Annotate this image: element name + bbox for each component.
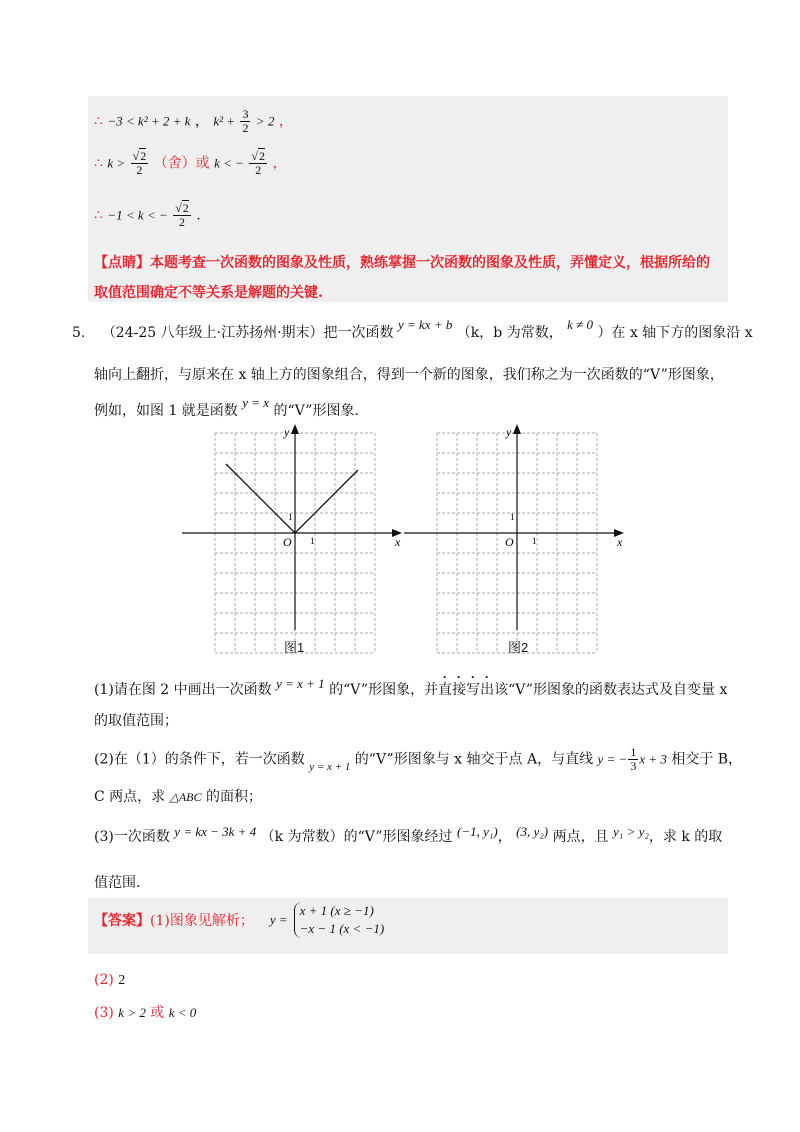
line-end: ，: [278, 113, 293, 130]
v-shape-graph: [226, 464, 358, 533]
therefore-symbol: ∴: [94, 155, 103, 172]
function-x-plus-1: y = x + 1: [276, 676, 325, 691]
frac-den: 2: [242, 121, 249, 135]
reject-note: （舍）或: [153, 155, 210, 172]
function-kx-3k-4: y = kx − 3k + 4: [174, 824, 257, 839]
comment-line-1: [94, 252, 710, 272]
question-source: （24-25 八年级上·江苏扬州·期末）: [101, 325, 324, 341]
y-axis-arrow: [513, 424, 521, 434]
frac-den: 3: [630, 759, 637, 773]
answer-2-label: (2): [94, 972, 114, 988]
frac-den: 2: [179, 215, 185, 229]
sqrt-sign: √: [132, 149, 140, 163]
frac-num: 1: [630, 745, 637, 759]
comment-label: 【点睛】: [94, 255, 150, 271]
origin-label: O: [505, 535, 514, 549]
line-end: .: [196, 207, 201, 224]
part-2-line-2-a: C 两点，求: [94, 789, 166, 805]
answer-line-1: [94, 902, 384, 938]
figure-1-caption: 图1: [284, 640, 305, 655]
figure-1: [180, 420, 410, 660]
comment-text-1: 本题考查一次函数的图象及性质，熟练掌握一次函数的图象及性质，弄懂定义，根据所给的: [150, 255, 710, 271]
answer-1-text: (1)图象见解析；: [150, 913, 254, 929]
solution-line-1: [94, 108, 293, 135]
function-kx-b: y = kx + b: [397, 317, 453, 332]
therefore-symbol: ∴: [94, 113, 103, 130]
separator: ，: [497, 829, 512, 845]
question-5-line-1: [72, 317, 753, 342]
frac-den: 2: [255, 163, 262, 177]
figure-2: [402, 420, 632, 660]
comment-line-2: [94, 282, 323, 302]
k-greater: k >: [107, 155, 126, 171]
inequality-1: −3 < k² + 2 + k: [107, 113, 191, 129]
part-3-line-1: [94, 826, 722, 846]
part-3-d: ，求 k 的取: [648, 829, 723, 845]
solution-line-3: [94, 202, 201, 229]
y-label: y: [284, 425, 290, 439]
frac-num: 3: [242, 107, 249, 121]
k-less: k < −: [214, 155, 244, 171]
inequality-2-left: k² +: [213, 113, 236, 129]
case-1: x + 1 (x ≥ −1): [299, 903, 374, 918]
part-3-a: (3)一次函数: [94, 829, 170, 845]
fraction-1-3: [628, 746, 638, 773]
answer-line-2: [94, 972, 125, 989]
part-1-c: 该“V”形图象的函数表达式及自变量 x: [494, 682, 728, 698]
x-unit-label: 1: [532, 536, 537, 546]
part-2-c: 相交于 B，: [671, 751, 743, 768]
part-1-a: (1)请在图 2 中画出一次函数: [94, 682, 272, 698]
sqrt-sign: √: [251, 149, 258, 163]
part-2-line-2-b: 的面积；: [205, 789, 262, 805]
answer-label: 【答案】: [94, 913, 150, 929]
part-1-line-1: [94, 674, 727, 699]
question-number: 5.: [72, 325, 86, 341]
part-3-b: （k 为常数）的“V”形图象经过: [260, 829, 453, 845]
stem-c: ）在 x 轴下方的图象沿 x: [597, 325, 753, 341]
y-axis-arrow: [291, 424, 299, 434]
answer-2-value: 2: [118, 973, 126, 988]
stem-line-3-b: 的“V”形图象.: [273, 403, 359, 419]
y-unit-label: 1: [288, 512, 293, 522]
line-end: ，: [272, 155, 287, 172]
x-label: x: [395, 535, 401, 549]
comment-text-2: 取值范围确定不等关系是解题的关键.: [94, 285, 323, 301]
part-1-line-2-text: 的取值范围；: [94, 713, 178, 729]
part-3-line-2-text: 值范围.: [94, 875, 141, 891]
y-unit-label: 1: [510, 512, 515, 522]
stem-b: （k，b 为常数，: [456, 325, 563, 341]
fraction-3-2: [240, 108, 250, 135]
part-2-a: (2)在（1）的条件下，若一次函数: [94, 751, 305, 768]
part-1-b: 的“V”形图象，并: [329, 682, 439, 698]
line-eq-left: y = −: [597, 751, 628, 767]
x-label: x: [617, 535, 623, 549]
answer-3-left: k > 2: [118, 1005, 146, 1020]
line-eq-right: x + 3: [639, 751, 667, 767]
origin-label: O: [283, 535, 292, 549]
answer-line-3: [94, 1002, 196, 1022]
triangle-abc: △ABC: [169, 790, 202, 804]
function-y-x: y = x: [242, 395, 270, 410]
k-nonzero: k ≠ 0: [567, 317, 594, 332]
fraction-sqrt2-2-c: [173, 202, 191, 229]
sqrt-radicand: 2: [140, 149, 147, 163]
sqrt-radicand: 2: [182, 201, 189, 215]
fraction-sqrt2-2-b: [249, 150, 267, 177]
therefore-symbol: ∴: [94, 207, 103, 224]
sqrt-radicand: 2: [259, 149, 265, 163]
answer-1-lhs: y =: [269, 912, 288, 927]
emphasized-text: 直接写出: [438, 682, 495, 698]
solution-line-2: [94, 150, 286, 177]
stem-line-3-a: 例如，如图 1 就是函数: [94, 403, 238, 419]
question-5-line-2: [94, 364, 724, 384]
part-3-c: 两点，且: [552, 829, 609, 845]
inequality-2-right: > 2: [255, 113, 275, 129]
separator: ，: [194, 113, 209, 130]
part-2-line-2: [94, 786, 262, 806]
answer-3-label: (3): [94, 1005, 114, 1021]
stem-line-2: 轴向上翻折，与原来在 x 轴上方的图象组合，得到一个新的图象，我们称之为一次函数的“V”形图象，: [94, 367, 724, 383]
piecewise-function: [294, 902, 385, 938]
part-2-line-1: [94, 746, 742, 773]
x-unit-label: 1: [310, 536, 315, 546]
question-5-line-3: [94, 395, 359, 420]
function-x-plus-1-b: y = x + 1: [309, 760, 351, 773]
y1-greater-y2: y₁ > y₂: [613, 824, 649, 839]
point-2: (3, y₂): [516, 824, 549, 839]
frac-den: 2: [136, 163, 143, 177]
k-range: −1 < k < −: [107, 207, 168, 223]
part-2-b: 的“V”形图象与 x 轴交于点 A，与直线: [354, 751, 594, 768]
point-1: (−1, y₁): [456, 824, 498, 839]
answer-3-right: k < 0: [168, 1005, 197, 1020]
answer-3-or: 或: [150, 1005, 165, 1021]
sqrt-sign: √: [175, 201, 182, 215]
case-2: −x − 1 (x < −1): [299, 921, 385, 936]
stem-a: 把一次函数: [323, 325, 394, 341]
part-1-line-2: [94, 710, 178, 730]
fraction-sqrt2-2: [131, 150, 149, 177]
figure-2-caption: 图2: [508, 640, 529, 655]
y-label: y: [506, 425, 512, 439]
part-3-line-2: [94, 872, 140, 892]
